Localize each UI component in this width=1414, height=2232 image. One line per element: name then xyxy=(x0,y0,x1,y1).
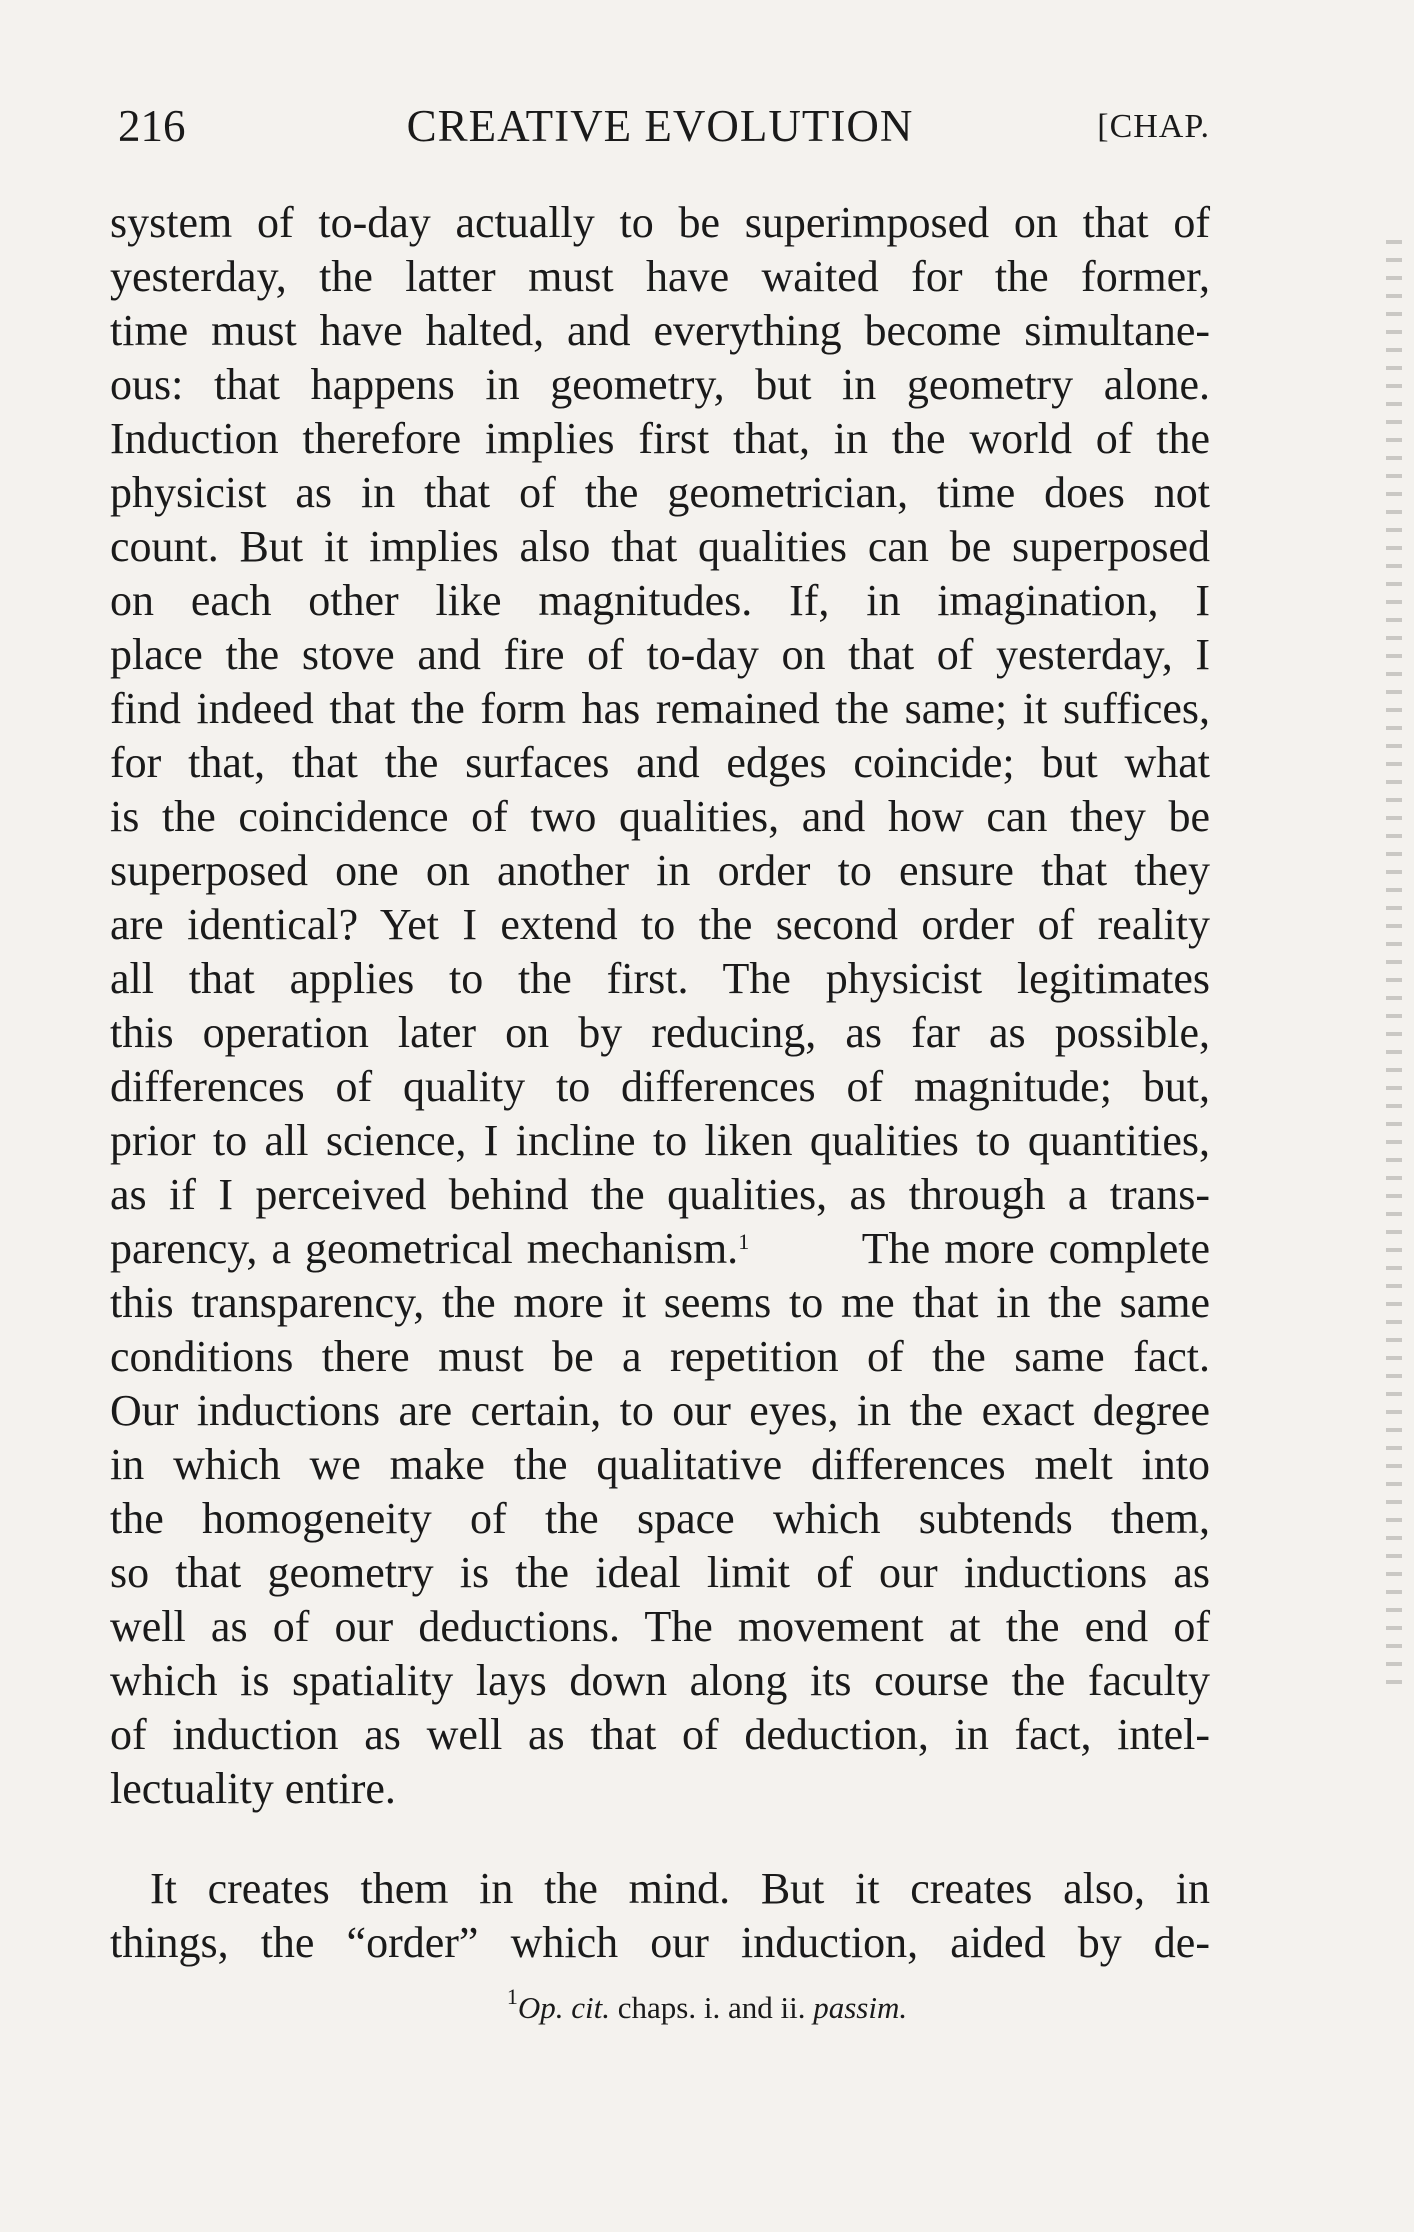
text-line: It creates them in the mind. But it creates also, in xyxy=(150,1864,1210,1913)
footnote-reference: 1 xyxy=(738,1229,750,1254)
text-line: well as of our deductions. The movement at the end of xyxy=(110,1602,1210,1651)
running-header xyxy=(110,100,1210,160)
footnote xyxy=(0,1984,1414,2026)
running-title: CREATIVE EVOLUTION xyxy=(406,101,914,151)
text-line: find indeed that the form has remained the same; it suffices, xyxy=(110,684,1210,733)
text-line: as if I perceived behind the qualities, as through a trans- xyxy=(110,1170,1210,1219)
text-line: which is spatiality lays down along its course the faculty xyxy=(110,1656,1210,1705)
footnote-passim: passim. xyxy=(813,1990,908,2025)
text-line: differences of quality to differences of magnitude; but, xyxy=(110,1062,1210,1111)
text-line: yesterday, the latter must have waited for the former, xyxy=(110,252,1210,301)
text-line: Our inductions are certain, to our eyes, in the exact degree xyxy=(110,1386,1210,1435)
text-line: the homogeneity of the space which subtends them, xyxy=(110,1494,1210,1543)
text-line: on each other like magnitudes. If, in imagination, I xyxy=(110,576,1210,625)
text-line-with-footnote xyxy=(110,1222,1210,1276)
text-line: so that geometry is the ideal limit of our inductions as xyxy=(110,1548,1210,1597)
text-line: is the coincidence of two qualities, and how can they be xyxy=(110,792,1210,841)
text-line: system of to-day actually to be superimposed on that of xyxy=(110,198,1210,247)
text-line: ous: that happens in geometry, but in geometry alone. xyxy=(110,360,1210,409)
footnote-text: chaps. i. and ii. xyxy=(617,1990,806,2025)
text-fragment: parency, a geometrical mechanism. xyxy=(110,1224,739,1273)
binding-edge-shadow xyxy=(1386,240,1402,1690)
footnote-marker: 1 xyxy=(506,1984,518,2009)
text-line: all that applies to the first. The physicist legitimates xyxy=(110,954,1210,1003)
text-line: count. But it implies also that qualities can be superposed xyxy=(110,522,1210,571)
paragraph-2 xyxy=(110,1862,1210,1970)
text-line: for that, that the surfaces and edges coincide; but what xyxy=(110,738,1210,787)
text-line: prior to all science, I incline to liken qualities to quantities, xyxy=(110,1116,1210,1165)
text-line: time must have halted, and everything become simultane- xyxy=(110,306,1210,355)
paragraph-1 xyxy=(110,196,1210,1816)
text-line: this transparency, the more it seems to me that in the same xyxy=(110,1278,1210,1327)
text-line: things, the “order” which our induction, aided by de- xyxy=(110,1918,1210,1967)
text-line: superposed one on another in order to ensure that they xyxy=(110,846,1210,895)
text-line: this operation later on by reducing, as far as possible, xyxy=(110,1008,1210,1057)
text-line: are identical? Yet I extend to the second order of reality xyxy=(110,900,1210,949)
text-line: of induction as well as that of deduction, in fact, intel- xyxy=(110,1710,1210,1759)
text-line: Induction therefore implies first that, in the world of the xyxy=(110,414,1210,463)
page-number: 216 xyxy=(118,101,186,151)
text-line: in which we make the qualitative differences melt into xyxy=(110,1440,1210,1489)
chapter-mark: [CHAP. xyxy=(1097,108,1210,145)
text-line: place the stove and fire of to-day on that of yesterday, I xyxy=(110,630,1210,679)
footnote-citation: Op. cit. xyxy=(517,1990,611,2025)
text-line: conditions there must be a repetition of the same fact. xyxy=(110,1332,1210,1381)
text-fragment: The more complete xyxy=(861,1224,1211,1273)
text-line: lectuality entire. xyxy=(110,1764,396,1813)
text-line: physicist as in that of the geometrician, time does not xyxy=(110,468,1210,517)
